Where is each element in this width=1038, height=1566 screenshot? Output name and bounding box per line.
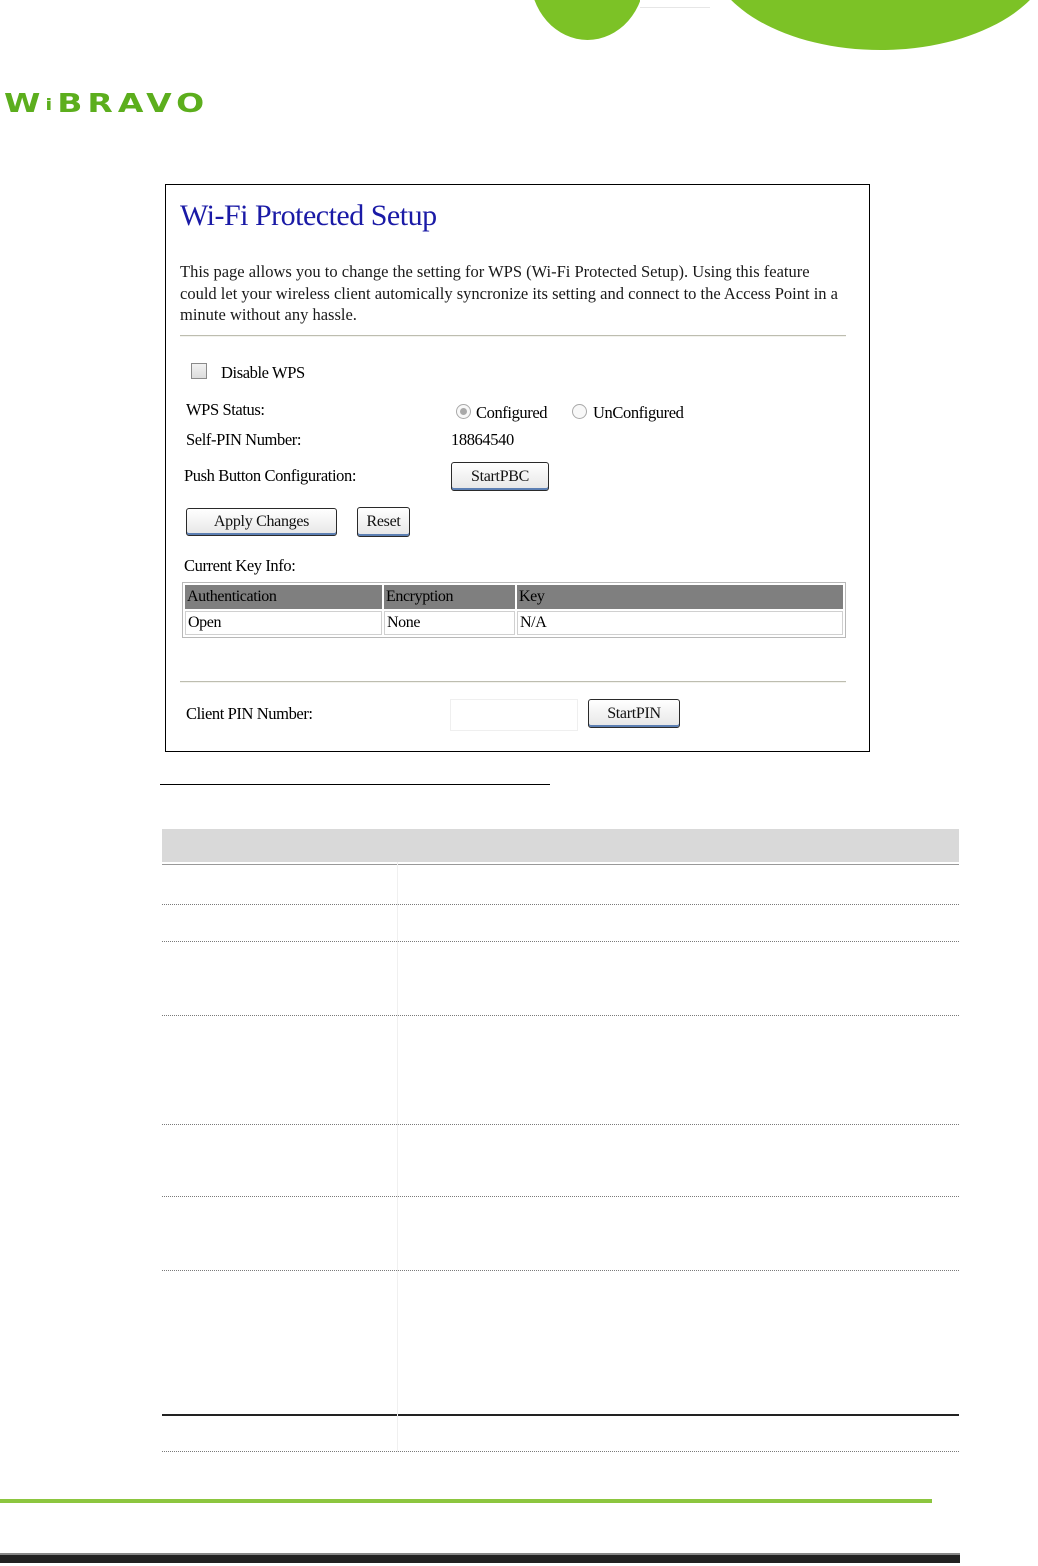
header-decoration-gap: [640, 0, 710, 8]
table-row-line: [162, 1451, 959, 1452]
disable-wps-checkbox[interactable]: [191, 363, 207, 379]
reset-button[interactable]: Reset: [357, 507, 410, 537]
header-encryption: Encryption: [384, 585, 515, 609]
disable-wps-label: Disable WPS: [221, 363, 305, 382]
cell-key: N/A: [517, 611, 843, 635]
key-info-table: [182, 582, 846, 638]
header-authentication: Authentication: [185, 585, 382, 609]
header-decoration-right: [708, 0, 1038, 50]
pbc-label: Push Button Configuration:: [184, 466, 357, 485]
status-unconfigured-radio[interactable]: [572, 404, 587, 419]
header-key: Key: [517, 585, 843, 609]
start-pbc-button[interactable]: StartPBC: [451, 462, 549, 491]
table-row-line: [162, 1196, 959, 1197]
table-row-line: [162, 1015, 959, 1016]
status-configured-radio[interactable]: [456, 404, 471, 419]
client-pin-input[interactable]: [450, 699, 578, 731]
status-configured-label: Configured: [476, 403, 548, 422]
key-table-header-row: [185, 585, 843, 609]
current-key-info-label: Current Key Info:: [184, 556, 296, 575]
table-row-line: [162, 941, 959, 942]
table-column-separator: [397, 862, 398, 1452]
start-pin-button[interactable]: StartPIN: [588, 699, 680, 728]
status-unconfigured-label: UnConfigured: [593, 403, 684, 422]
wps-status-label: WPS Status:: [186, 400, 265, 419]
footer-dark-bar: [0, 1553, 960, 1563]
client-pin-label: Client PIN Number:: [186, 704, 313, 723]
self-pin-label: Self-PIN Number:: [186, 430, 302, 449]
divider-top: [180, 335, 846, 337]
table-row: [185, 611, 843, 635]
table-row-line: [162, 1270, 959, 1271]
cell-encryption: None: [384, 611, 515, 635]
table-row-line: [162, 904, 959, 905]
cell-authentication: Open: [185, 611, 382, 635]
table-row-line: [162, 1414, 959, 1416]
apply-changes-button[interactable]: Apply Changes: [186, 508, 337, 536]
caption-underline: [160, 784, 550, 785]
table-row-line: [162, 1124, 959, 1125]
self-pin-value: 18864540: [451, 430, 514, 449]
divider-bottom: [180, 681, 846, 683]
table-row-line: [162, 864, 959, 865]
page-description: This page allows you to change the setting for WPS (Wi-Fi Protected Setup). Using this feature could let your wireless client automically syncronize its setting and connect to the Access Point in a minute without any hassle.: [180, 262, 839, 324]
brand-logo: WiBRAVO: [4, 88, 210, 119]
wps-screenshot-frame: [165, 184, 870, 752]
page-title: Wi-Fi Protected Setup: [180, 199, 437, 232]
header-decoration-left: [530, 0, 645, 40]
footer-green-bar: [0, 1499, 932, 1503]
description-table-header: [162, 829, 959, 862]
